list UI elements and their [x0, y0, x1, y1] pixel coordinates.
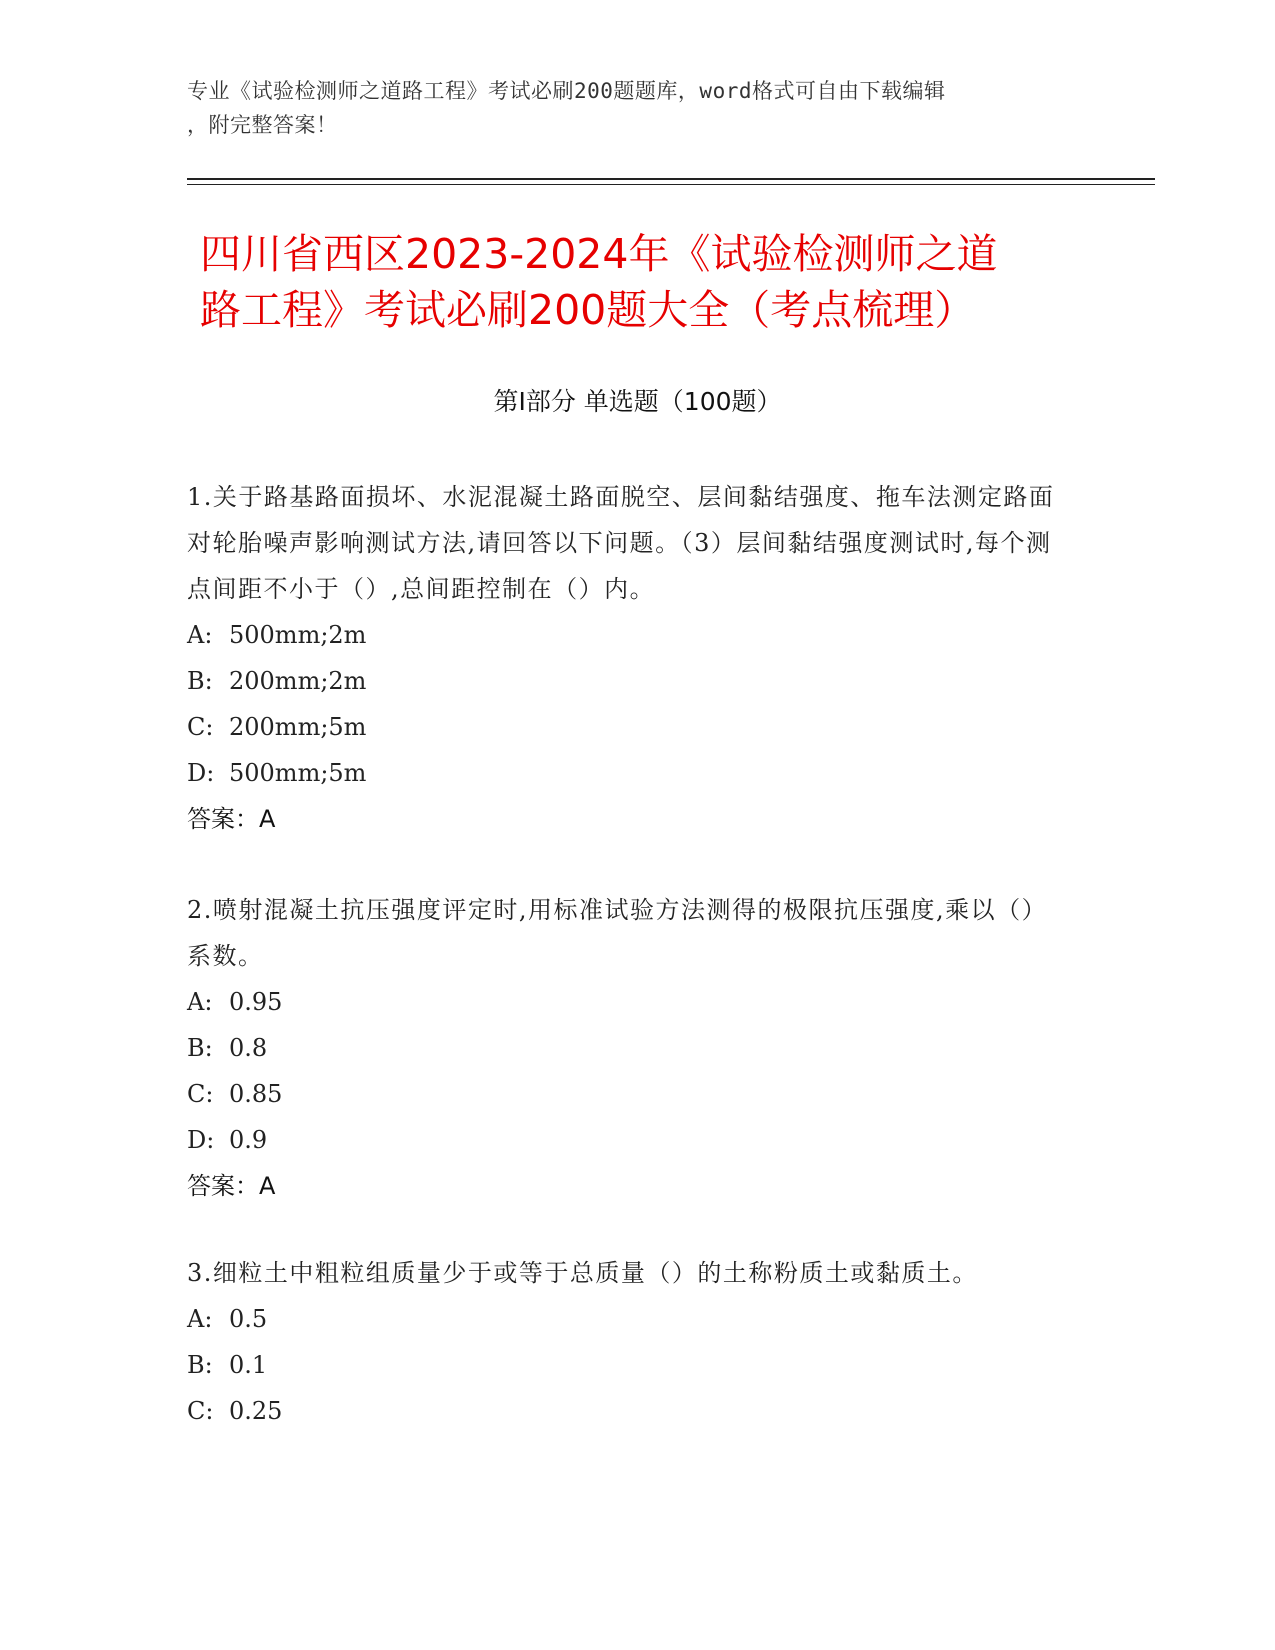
option-c	[187, 1071, 1067, 1117]
answer-label: 答案：A	[187, 805, 276, 833]
option-text: 0.5	[229, 1305, 268, 1333]
option-letter: B:	[187, 1351, 213, 1379]
option-letter: B:	[187, 667, 213, 695]
option-letter: A:	[187, 621, 213, 649]
option-letter: D:	[187, 759, 215, 787]
option-b	[187, 658, 1067, 704]
option-text: 0.8	[229, 1034, 268, 1062]
option-text: 0.95	[229, 988, 283, 1016]
option-a	[187, 1296, 1067, 1342]
document-title-line-1: 四川省西区2023-2024年《试验检测师之道	[200, 230, 998, 278]
question-item	[187, 887, 1067, 1209]
option-b	[187, 1025, 1067, 1071]
option-text: 0.85	[229, 1080, 283, 1108]
section-heading: 第Ⅰ部分 单选题（100题）	[493, 387, 782, 416]
document-title-line-2: 路工程》考试必刷200题大全（考点梳理）	[200, 286, 976, 334]
header-divider-thin	[187, 184, 1155, 185]
option-text: 500mm;2m	[229, 621, 367, 649]
option-a	[187, 612, 1067, 658]
option-letter: A:	[187, 988, 213, 1016]
option-letter: C:	[187, 1397, 214, 1425]
document-title	[200, 226, 1100, 338]
option-text: 200mm;5m	[229, 713, 367, 741]
option-letter: C:	[187, 713, 214, 741]
header-note-line-2: ，附完整答案！	[187, 113, 338, 137]
question-stem: 2.喷射混凝土抗压强度评定时,用标准试验方法测得的极限抗压强度,乘以（）系数。	[187, 896, 1048, 970]
option-text: 0.25	[229, 1397, 283, 1425]
option-text: 0.9	[229, 1126, 268, 1154]
option-text: 500mm;5m	[229, 759, 367, 787]
option-d	[187, 1117, 1067, 1163]
question-item	[187, 1250, 1067, 1434]
option-text: 0.1	[229, 1351, 268, 1379]
header-note	[187, 74, 1067, 142]
option-letter: C:	[187, 1080, 214, 1108]
option-b	[187, 1342, 1067, 1388]
answer-label: 答案：A	[187, 1172, 276, 1200]
question-stem: 3.细粒土中粗粒组质量少于或等于总质量（）的土称粉质土或黏质土。	[187, 1259, 978, 1287]
option-letter: B:	[187, 1034, 213, 1062]
option-text: 200mm;2m	[229, 667, 367, 695]
header-note-line-1: 专业《试验检测师之道路工程》考试必刷200题题库，word格式可自由下载编辑	[187, 79, 946, 103]
question-item	[187, 474, 1067, 842]
option-letter: D:	[187, 1126, 215, 1154]
option-c	[187, 704, 1067, 750]
question-stem: 1.关于路基路面损坏、水泥混凝土路面脱空、层间黏结强度、拖车法测定路面对轮胎噪声影响测试方法,请回答以下问题。（3）层间黏结强度测试时,每个测点间距不小于（）,总间距控制在（）内。	[187, 483, 1055, 603]
option-a	[187, 979, 1067, 1025]
option-c	[187, 1388, 1067, 1434]
header-divider-thick	[187, 178, 1155, 180]
option-d	[187, 750, 1067, 796]
option-letter: A:	[187, 1305, 213, 1333]
